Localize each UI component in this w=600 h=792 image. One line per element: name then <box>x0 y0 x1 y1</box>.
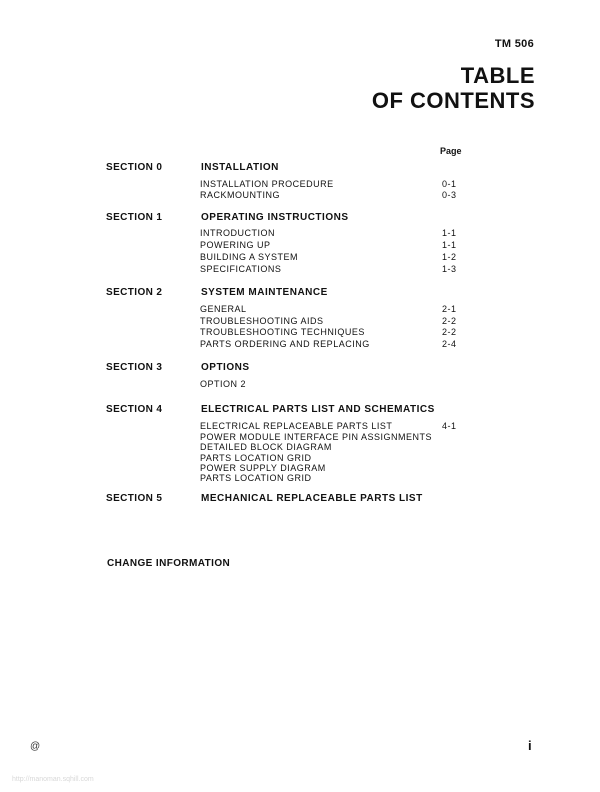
section-label: SECTION 2 <box>106 287 163 298</box>
page-title-line-2: OF CONTENTS <box>371 88 535 113</box>
toc-entry: ELECTRICAL REPLACEABLE PARTS LIST <box>200 421 393 431</box>
toc-entry-page: 4-1 <box>442 421 457 431</box>
toc-entry: TROUBLESHOOTING AIDS <box>200 316 324 326</box>
toc-entry-page: 1-1 <box>442 228 457 238</box>
toc-entry-page: 2-4 <box>442 339 457 349</box>
page-title <box>372 63 535 113</box>
toc-entry: POWER MODULE INTERFACE PIN ASSIGNMENTS <box>200 432 433 442</box>
toc-entry: POWER SUPPLY DIAGRAM <box>200 463 326 473</box>
section-title: INSTALLATION <box>201 162 279 173</box>
watermark-url: http://manoman.sqhill.com <box>12 776 94 783</box>
toc-entry: INTRODUCTION <box>200 228 275 238</box>
toc-entry: RACKMOUNTING <box>200 190 280 200</box>
page-column-header: Page <box>440 146 462 156</box>
toc-entry-page: 2-2 <box>442 327 457 337</box>
section-title: SYSTEM MAINTENANCE <box>201 287 328 298</box>
toc-entry-page: 2-2 <box>442 316 457 326</box>
section-title: OPERATING INSTRUCTIONS <box>201 212 349 223</box>
toc-entry: POWERING UP <box>200 240 271 250</box>
toc-entry: PARTS LOCATION GRID <box>200 473 312 483</box>
toc-entry: PARTS LOCATION GRID <box>200 453 312 463</box>
toc-entry-page: 1-2 <box>442 252 457 262</box>
toc-entry-page: 0-3 <box>442 190 457 200</box>
section-label: SECTION 4 <box>106 404 163 415</box>
change-information-heading: CHANGE INFORMATION <box>107 558 231 569</box>
toc-entry-page: 1-1 <box>442 240 457 250</box>
section-title: ELECTRICAL PARTS LIST AND SCHEMATICS <box>201 404 435 415</box>
section-label: SECTION 0 <box>106 162 163 173</box>
section-title: MECHANICAL REPLACEABLE PARTS LIST <box>201 493 423 504</box>
toc-entry: DETAILED BLOCK DIAGRAM <box>200 442 332 452</box>
page-title-line-1: TABLE <box>460 63 535 88</box>
toc-entry: INSTALLATION PROCEDURE <box>200 179 334 189</box>
footer-mark: @ <box>30 741 41 752</box>
toc-entry-page: 2-1 <box>442 304 457 314</box>
toc-entry: BUILDING A SYSTEM <box>200 252 299 262</box>
section-label: SECTION 1 <box>106 212 163 223</box>
toc-entry-page: 1-3 <box>442 264 457 274</box>
section-label: SECTION 5 <box>106 493 163 504</box>
toc-entry: OPTION 2 <box>200 379 247 389</box>
toc-entry: SPECIFICATIONS <box>200 264 282 274</box>
toc-entry: GENERAL <box>200 304 247 314</box>
page-number: i <box>528 738 532 753</box>
toc-entry-page: 0-1 <box>442 179 457 189</box>
section-label: SECTION 3 <box>106 362 163 373</box>
section-title: OPTIONS <box>201 362 250 373</box>
document-number: TM 506 <box>494 38 534 50</box>
toc-entry: TROUBLESHOOTING TECHNIQUES <box>200 327 365 337</box>
toc-entry: PARTS ORDERING AND REPLACING <box>200 339 370 349</box>
